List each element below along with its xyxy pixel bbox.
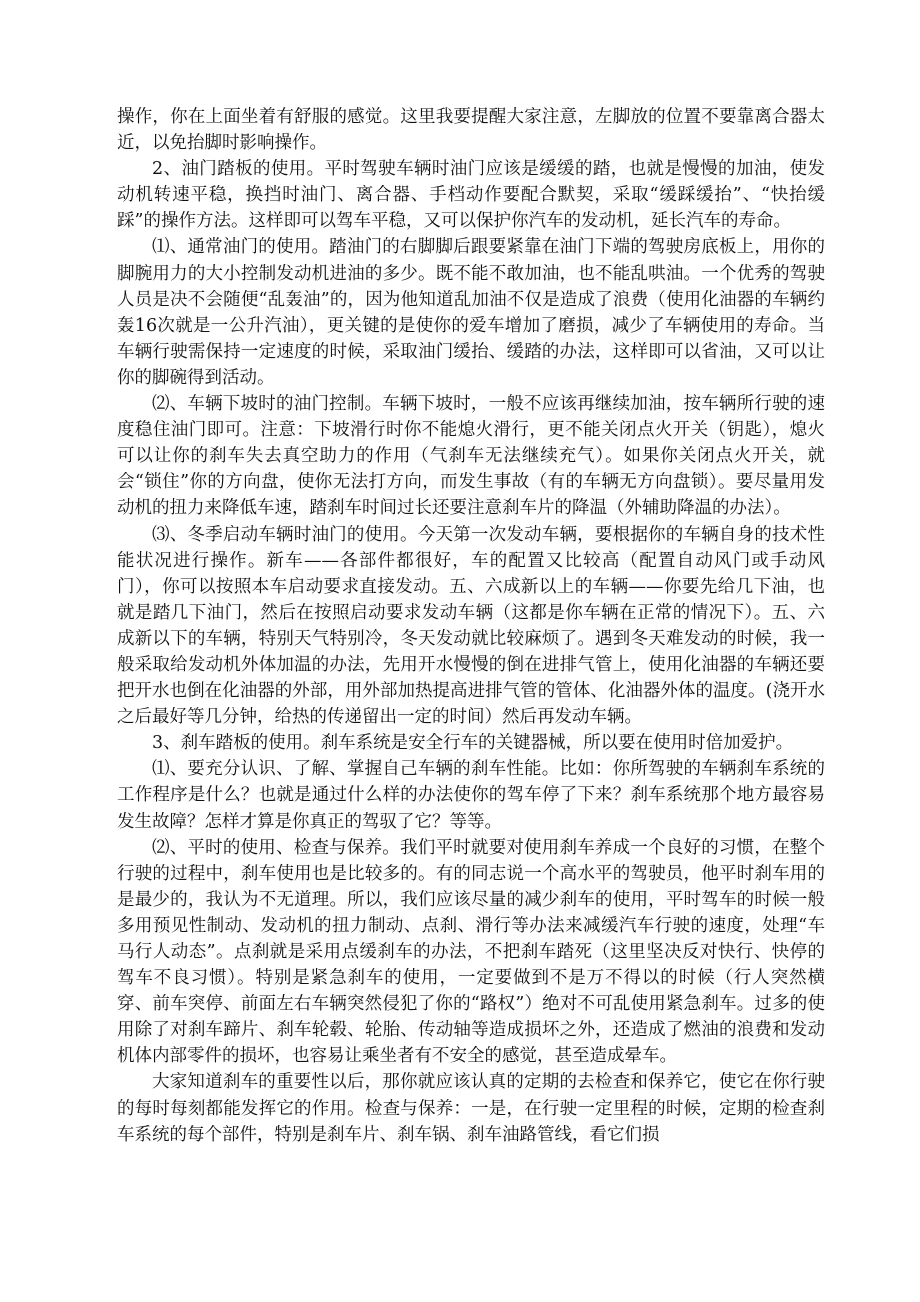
paragraph-brake-usage: ⑵、平时的使用、检查与保养。我们平时就要对使用刹车养成一个良好的习惯，在整个行驶的过程中，刹车使用也是比较多的。有的同志说一个高水平的驾驶员，他平时刹车用的是最少的，我认为不无道理。所以，我们应该尽量的减少刹车的使用，平时驾车的时候一般多用预见性制动、发动机的扭力制动、点刹、滑行等办法来减缓汽车行驶的速度，处理“车马行人动态”。点刹就是采用点缓刹车的办法，不把刹车踏死（这里坚决反对快行、快停的驾车不良习惯）。特别是紧急刹车的使用，一定要做到不是万不得以的时候（行人突然横穿、前车突停、前面左右车辆突然侵犯了你的“路权”）绝对不可乱使用紧急刹车。过多的使用除了对刹车蹄片、刹车轮毂、轮胎、传动轴等造成损坏之外，还造成了燃油的浪费和发动机体内部零件的损坏，也容易让乘坐者有不安全的感觉，甚至造成晕车。 (117, 837, 825, 1067)
paragraph-brake-maintenance: 大家知道刹车的重要性以后，那你就应该认真的定期的去检查和保养它，使它在你行驶的每时每刻都能发挥它的作用。检查与保养：一是，在行驶一定里程的时候，定期的检查刹车系统的每个部件，特别是刹车片、刹车锅、刹车油路管线，看它们损 (117, 1072, 825, 1145)
paragraph-brake-pedal: 3、刹车踏板的使用。刹车系统是安全行车的关键器械，所以要在使用时倍加爱护。 (152, 733, 794, 754)
paragraph-winter-start: ⑶、冬季启动车辆时油门的使用。今天第一次发动车辆，要根据你的车辆自身的技术性能状况进行操作。新车——各部件都很好，车的配置又比较高（配置自动风门或手动风门），你可以按照本车启动要求直接发动。五、六成新以上的车辆——你要先给几下油，也就是踏几下油门，然后在按照启动要求发动车辆（这都是你车辆在正常的情况下）。五、六成新以下的车辆，特别天气特别冷，冬天发动就比较麻烦了。遇到冬天难发动的时候，我一般采取给发动机外体加温的办法，先用开水慢慢的倒在进排气管上，使用化油器的车辆还要把开水也倒在化油器的外部，用外部加热提高进排气管的管体、化油器外体的温度。(浇开水之后最好等几分钟，给热的传递留出一定的时间）然后再发动车辆。 (117, 524, 825, 728)
paragraph-normal-throttle: ⑴、通常油门的使用。踏油门的右脚脚后跟要紧靠在油门下端的驾驶房底板上，用你的脚腕用力的大小控制发动机进油的多少。既不能不敢加油，也不能乱哄油。一个优秀的驾驶人员是决不会随便“乱轰油”的，因为他知道乱加油不仅是造成了浪费（使用化油器的车辆约轰16次就是一公升汽油），更关键的是使你的爱车增加了磨损，减少了车辆使用的寿命。当车辆行驶需保持一定速度的时候，采取油门缓抬、缓踏的办法，这样即可以省油，又可以让你的脚碗得到活动。 (117, 237, 825, 388)
document-page (117, 104, 825, 1148)
paragraph-continuation: 操作，你在上面坐着有舒服的感觉。这里我要提醒大家注意，左脚放的位置不要靠离合器太近，以免抬脚时影响操作。 (117, 107, 825, 154)
paragraph-throttle-pedal: 2、油门踏板的使用。平时驾驶车辆时油门应该是缓缓的踏，也就是慢慢的加油，使发动机转速平稳，换挡时油门、离合器、手档动作要配合默契，采取“缓踩缓抬”、“快抬缓踩”的操作方法。这样即可以驾车平稳，又可以保护你汽车的发动机，延长汽车的寿命。 (117, 159, 825, 232)
paragraph-brake-performance: ⑴、要充分认识、了解、掌握自己车辆的刹车性能。比如：你所驾驶的车辆刹车系统的工作程序是什么？也就是通过什么样的办法使你的驾车停了下来？刹车系统那个地方最容易发生故障？怎样才算是你真正的驾驭了它？等等。 (117, 759, 825, 832)
paragraph-downhill-throttle: ⑵、车辆下坡时的油门控制。车辆下坡时，一般不应该再继续加油，按车辆所行驶的速度稳住油门即可。注意：下坡滑行时你不能熄火滑行，更不能关闭点火开关（钥匙），熄火可以让你的刹车失去真空助力的作用（气刹车无法继续充气）。如果你关闭点火开关，就会“锁住”你的方向盘，使你无法打方向，而发生事故（有的车辆无方向盘锁）。要尽量用发动机的扭力来降低车速，踏刹车时间过长还要注意刹车片的降温（外辅助降温的办法）。 (117, 394, 825, 519)
